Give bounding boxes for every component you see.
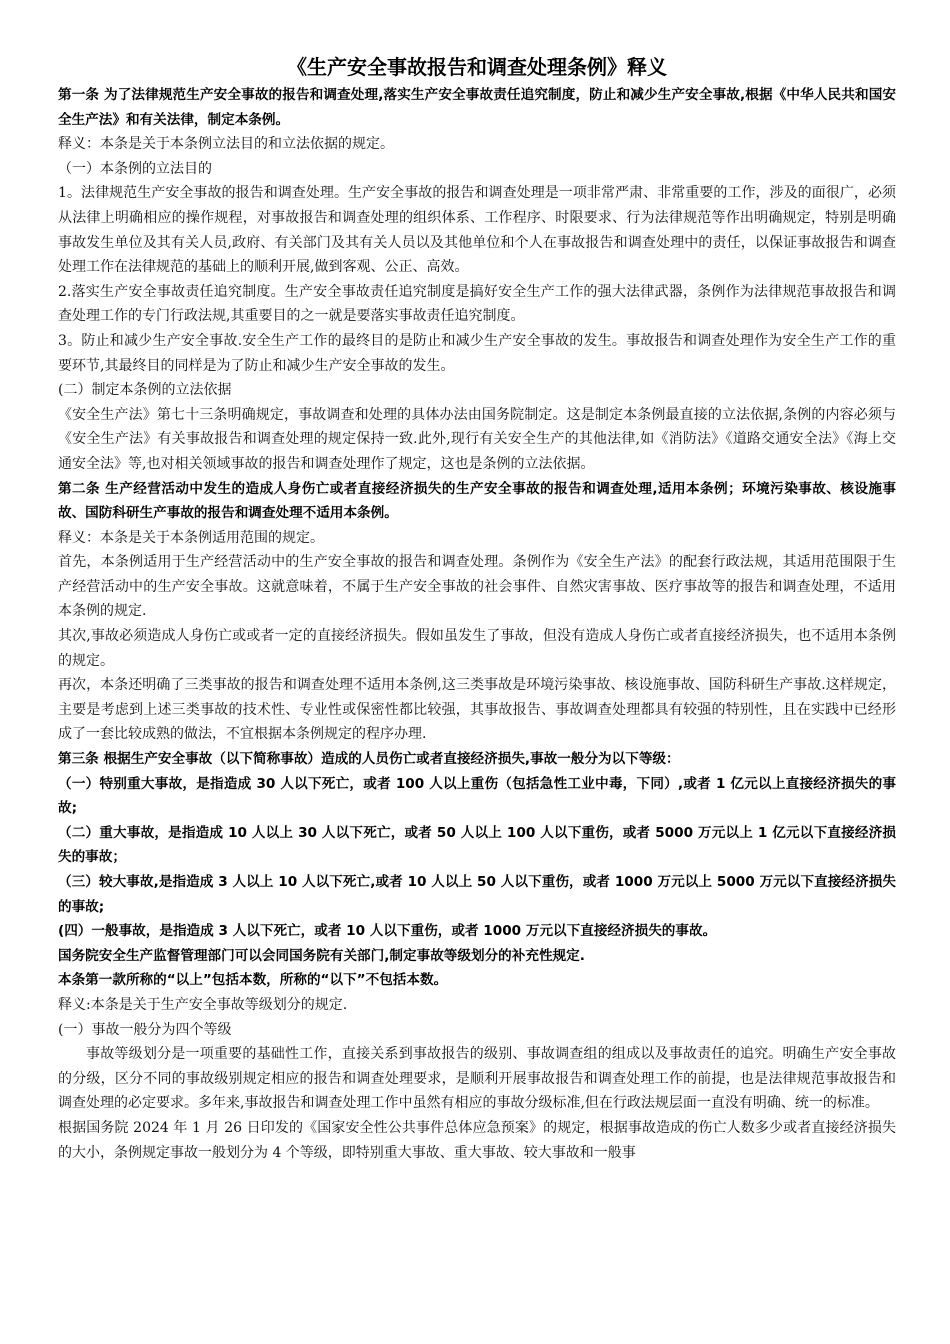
article-clause-paragraph: (四）一般事故，是指造成 3 人以下死亡，或者 10 人以下重伤，或者 1000 万元以下直接经济损失的事故。 bbox=[58, 923, 717, 940]
body-paragraph: 释义：本条是关于本条例立法目的和立法依据的规定。 bbox=[58, 136, 394, 153]
body-paragraph: 《安全生产法》第七十三条明确规定，事故调查和处理的具体办法由国务院制定。这是制定本条例最直接的立法依据,条例的内容必须与《安全生产法》有关事故报告和调查处理的规定保持一致.此外,现行有关安全生产的其他法律,如《消防法》《道路交通安全法》《海上交通安全法》等,也对相关领域事故的报告和调查处理作了规定，这也是条例的立法依据。 bbox=[58, 406, 896, 472]
document-page bbox=[58, 52, 896, 1165]
article-clause-paragraph: 第二条 生产经营活动中发生的造成人身伤亡或者直接经济损失的生产安全事故的报告和调查处理,适用本条例；环境污染事故、核设施事故、国防科研生产事故的报告和调查处理不适用本条例。 bbox=[58, 480, 896, 522]
body-paragraph: 首先，本条例适用于生产经营活动中的生产安全事故的报告和调查处理。条例作为《安全生产法》的配套行政法规，其适用范围限于生产经营活动中的生产安全事故。这就意味着，不属于生产安全事故的社会事件、自然灾害事故、医疗事故等的报告和调查处理，不适用本条例的规定. bbox=[58, 554, 896, 620]
body-paragraph: 1。法律规范生产安全事故的报告和调查处理。生产安全事故的报告和调查处理是一项非常严肃、非常重要的工作，涉及的面很广，必须从法律上明确相应的操作规程，对事故报告和调查处理的组织体系、工作程序、时限要求、行为法律规范等作出明确规定，特别是明确事故发生单位及其有关人员,政府、有关部门及其有关人员以及其他单位和个人在事故报告和调查处理中的责任，以保证事故报告和调查处理工作在法律规范的基础上的顺利开展,做到客观、公正、高效。 bbox=[58, 185, 896, 276]
article-clause-paragraph: 国务院安全生产监督管理部门可以会同国务院有关部门,制定事故等级划分的补充性规定. bbox=[58, 947, 585, 964]
body-paragraph: (二）制定本条例的立法依据 bbox=[58, 382, 232, 399]
body-paragraph: （一）本条例的立法目的 bbox=[58, 160, 212, 177]
article-clause-paragraph: （一）特别重大事故，是指造成 30 人以下死亡，或者 100 人以上重伤（包括急性工业中毒，下同）,或者 1 亿元以上直接经济损失的事故; bbox=[58, 775, 896, 817]
article-clause-paragraph: 第三条 根据生产安全事故（以下简称事故）造成的人员伤亡或者直接经济损失,事故一般分为以下等级： bbox=[58, 751, 680, 768]
body-paragraph: (一）事故一般分为四个等级 bbox=[58, 1021, 232, 1038]
article-clause-paragraph: （二）重大事故，是指造成 10 人以上 30 人以下死亡，或者 50 人以上 100 人以下重伤，或者 5000 万元以上 1 亿元以下直接经济损失的事故； bbox=[58, 824, 896, 866]
body-paragraph: 根据国务院 2024 年 1 月 26 日印发的《国家安全性公共事件总体应急预案》的规定，根据事故造成的伤亡人数多少或者直接经济损失的大小，条例规定事故一般划分为 4 个等级，即特别重大事故、重大事故、较大事故和一般事 bbox=[58, 1119, 896, 1161]
body-paragraph: 再次，本条还明确了三类事故的报告和调查处理不适用本条例,这三类事故是环境污染事故、核设施事故、国防科研生产事故.这样规定，主要是考虑到上述三类事故的技术性、专业性或保密性都比较强，其事故报告、事故调查处理都具有较强的特别性，且在实践中已经形成了一套比较成熟的做法，不宜根据本条例规定的程序办理. bbox=[58, 677, 896, 743]
body-paragraph: 释义：本条是关于本条例适用范围的规定。 bbox=[58, 529, 324, 546]
body-paragraph: 3。防止和减少生产安全事故.安全生产工作的最终目的是防止和减少生产安全事故的发生。事故报告和调查处理作为安全生产工作的重要环节,其最终目的同样是为了防止和减少生产安全事故的发生。 bbox=[58, 332, 896, 374]
document-title: 《生产安全事故报告和调查处理条例》释义 bbox=[287, 55, 667, 79]
article-clause-paragraph: 本条第一款所称的“以上”包括本数，所称的“以下”不包括本数。 bbox=[58, 972, 448, 989]
article-clause-paragraph: （三）较大事故,是指造成 3 人以上 10 人以下死亡,或者 10 人以上 50 人以下重伤，或者 1000 万元以上 5000 万元以下直接经济损失的事故; bbox=[58, 874, 896, 915]
body-paragraph: 2.落实生产安全事故责任追究制度。生产安全事故责任追究制度是搞好安全生产工作的强大法律武器，条例作为法律规范事故报告和调查处理工作的专门行政法规,其重要目的之一就是要落实事故责任追究制度。 bbox=[58, 283, 896, 325]
document-body bbox=[58, 83, 896, 1165]
article-clause-paragraph: 第一条 为了法律规范生产安全事故的报告和调查处理,落实生产安全事故责任追究制度，防止和减少生产安全事故,根据《中华人民共和国安全生产法》和有关法律，制定本条例。 bbox=[58, 87, 896, 128]
body-paragraph: 其次,事故必须造成人身伤亡或或者一定的直接经济损失。假如虽发生了事故，但没有造成人身伤亡或者直接经济损失，也不适用本条例的规定。 bbox=[58, 628, 896, 669]
body-paragraph: 事故等级划分是一项重要的基础性工作，直接关系到事故报告的级别、事故调查组的组成以及事故责任的追究。明确生产安全事故的分级，区分不同的事故级别规定相应的报告和调查处理要求，是顺利开展事故报告和调查处理工作的前提，也是法律规范事故报告和调查处理的必定要求。多年来,事故报告和调查处理工作中虽然有相应的事故分级标准,但在行政法规层面一直没有明确、统一的标准。 bbox=[58, 1046, 896, 1112]
body-paragraph: 释义:本条是关于生产安全事故等级划分的规定. bbox=[58, 996, 348, 1013]
